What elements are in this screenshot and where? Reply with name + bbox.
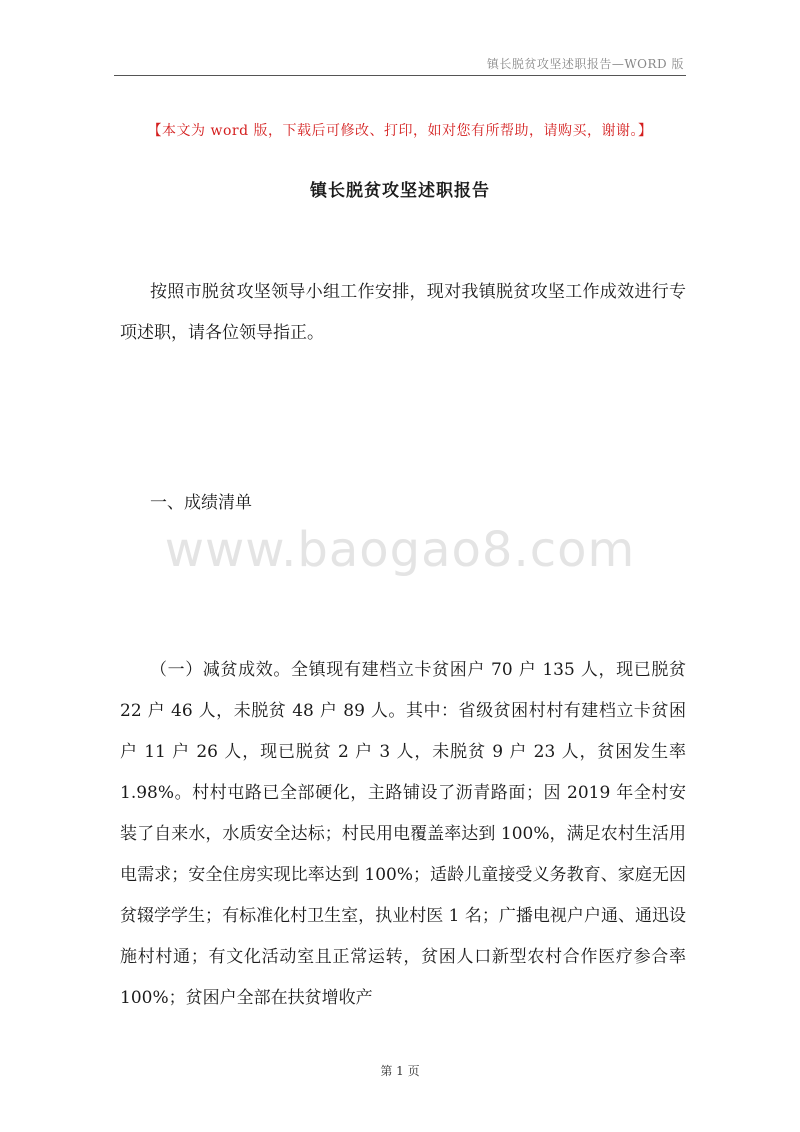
section-heading: 一、成绩清单 [150, 493, 252, 513]
page-header: 镇长脱贫攻坚述职报告—WORD 版 [486, 57, 684, 71]
page-number: 第 1 页 [380, 1064, 420, 1078]
body-paragraph: （一）减贫成效。全镇现有建档立卡贫困户 70 户 135 人，现已脱贫 22 户 46 人，未脱贫 48 户 89 人。其中：省级贫困村村有建档立卡贫困户 11 户 26 人，现已脱贫 2 户 3 人，未脱贫 9 户 23 人，贫困发生率 1.98%。村村屯路已全部硬化，主路铺设了沥青路面；因 2019 年全村安装了自来水，水质安全达标；村民用电覆盖率达到 100%，满足农村生活用电需求；安全住房实现比率达到 100%；适龄儿童接受义务教育、家庭无因贫辍学学生；有标准化村卫生室，执业村医 1 名；广播电视户户通、通迅设施村村通；有文化活动室且正常运转，贫困人口新型农村合作医疗参合率 100%；贫困户全部在扶贫增收产 [120, 660, 686, 1008]
purchase-notice: 【本文为 word 版，下载后可修改、打印，如对您有所帮助，请购买，谢谢。】 [147, 123, 653, 139]
document-title: 镇长脱贫攻坚述职报告 [310, 181, 490, 201]
intro-paragraph: 按照市脱贫攻坚领导小组工作安排，现对我镇脱贫攻坚工作成效进行专项述职，请各位领导指正。 [120, 282, 686, 343]
header-divider [114, 75, 686, 76]
watermark: www.baogao8.com [164, 522, 636, 578]
